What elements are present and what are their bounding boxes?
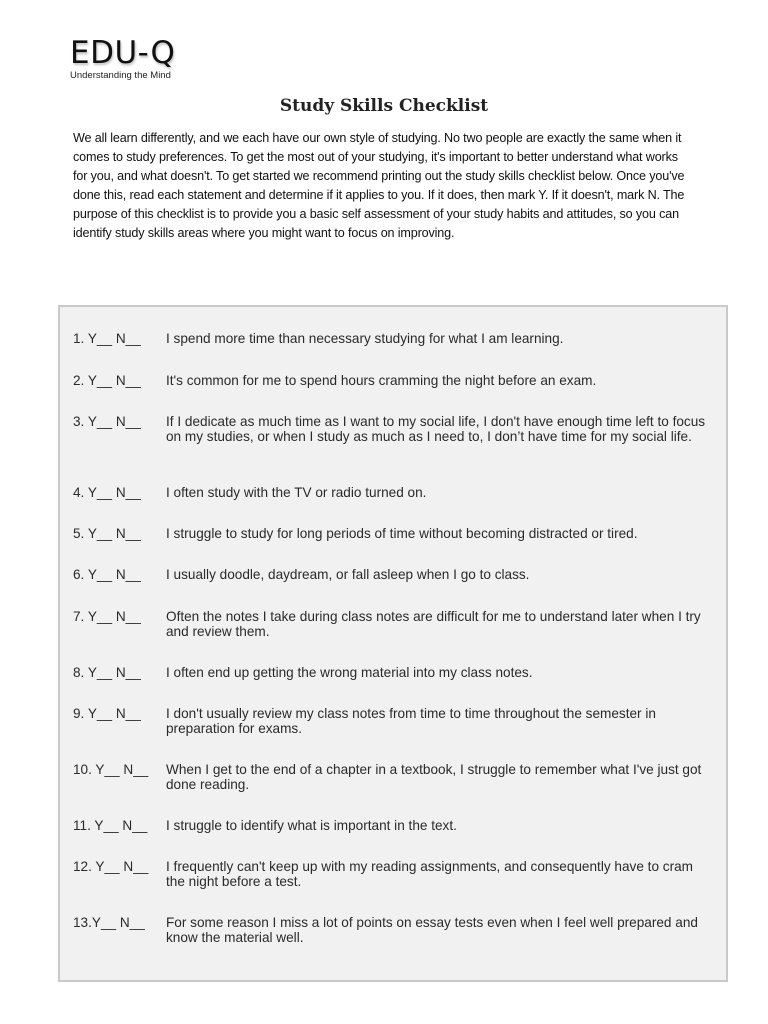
item-number: 8. Y__ N__ bbox=[73, 665, 141, 680]
item-statement: I often study with the TV or radio turned on. bbox=[166, 485, 427, 500]
item-statement: When I get to the end of a chapter in a textbook, I struggle to remember what I've just got done reading. bbox=[166, 762, 702, 792]
item-statement: I struggle to study for long periods of time without becoming distracted or tired. bbox=[166, 526, 638, 541]
item-statement: For some reason I miss a lot of points on essay tests even when I feel well prepared and know the material well. bbox=[166, 915, 698, 945]
item-number: 7. Y__ N__ bbox=[73, 609, 141, 624]
item-number: 9. Y__ N__ bbox=[73, 706, 141, 721]
checklist-box bbox=[58, 305, 728, 982]
item-number: 10. Y__ N__ bbox=[73, 762, 149, 777]
item-statement: I spend more time than necessary studying for what I am learning. bbox=[166, 331, 564, 346]
item-number: 12. Y__ N__ bbox=[73, 859, 149, 874]
item-statement: I often end up getting the wrong material into my class notes. bbox=[166, 665, 533, 680]
edu-q-logo bbox=[70, 35, 190, 82]
item-number: 11. Y__ N__ bbox=[73, 818, 148, 833]
item-statement: I usually doodle, daydream, or fall asleep when I go to class. bbox=[166, 567, 530, 582]
item-statement: I struggle to identify what is important in the text. bbox=[166, 818, 457, 833]
item-statement: I frequently can't keep up with my reading assignments, and consequently have to cram the night before a test. bbox=[166, 859, 694, 889]
logo-name: EDU-Q bbox=[70, 35, 176, 71]
intro-paragraph: We all learn differently, and we each have our own style of studying. No two people are exactly the same when it comes to study preferences. To get the most out of your studying, it's important to better understand what works for you, and what doesn't. To get started we recommend printing out the study skills checklist below. Once you've done this, read each statement and determine if it applies to you. If it does, then mark Y. If it doesn't, mark N. The purpose of this checklist is to provide you a basic self assessment of your study habits and attitudes, so you can identify study skills areas where you might want to focus on improving. bbox=[73, 131, 685, 240]
logo-tagline: Understanding the Mind bbox=[70, 70, 171, 81]
item-number: 2. Y__ N__ bbox=[73, 373, 141, 388]
page-title: Study Skills Checklist bbox=[279, 96, 489, 116]
item-number: 4. Y__ N__ bbox=[73, 485, 141, 500]
item-statement: Often the notes I take during class notes are difficult for me to understand later when I try and review them. bbox=[166, 609, 701, 639]
item-number: 1. Y__ N__ bbox=[73, 331, 141, 346]
item-number: 6. Y__ N__ bbox=[73, 567, 141, 582]
item-statement: It's common for me to spend hours cramming the night before an exam. bbox=[166, 373, 597, 388]
item-statement: If I dedicate as much time as I want to my social life, I don't have enough time left to focus on my studies, or when I study as much as I need to, I don’t have time for my social life. bbox=[166, 414, 706, 444]
item-number: 5. Y__ N__ bbox=[73, 526, 141, 541]
item-number: 13.Y__ N__ bbox=[73, 915, 145, 930]
item-statement: I don't usually review my class notes from time to time throughout the semester in preparation for exams. bbox=[166, 706, 656, 736]
item-number: 3. Y__ N__ bbox=[73, 414, 141, 429]
